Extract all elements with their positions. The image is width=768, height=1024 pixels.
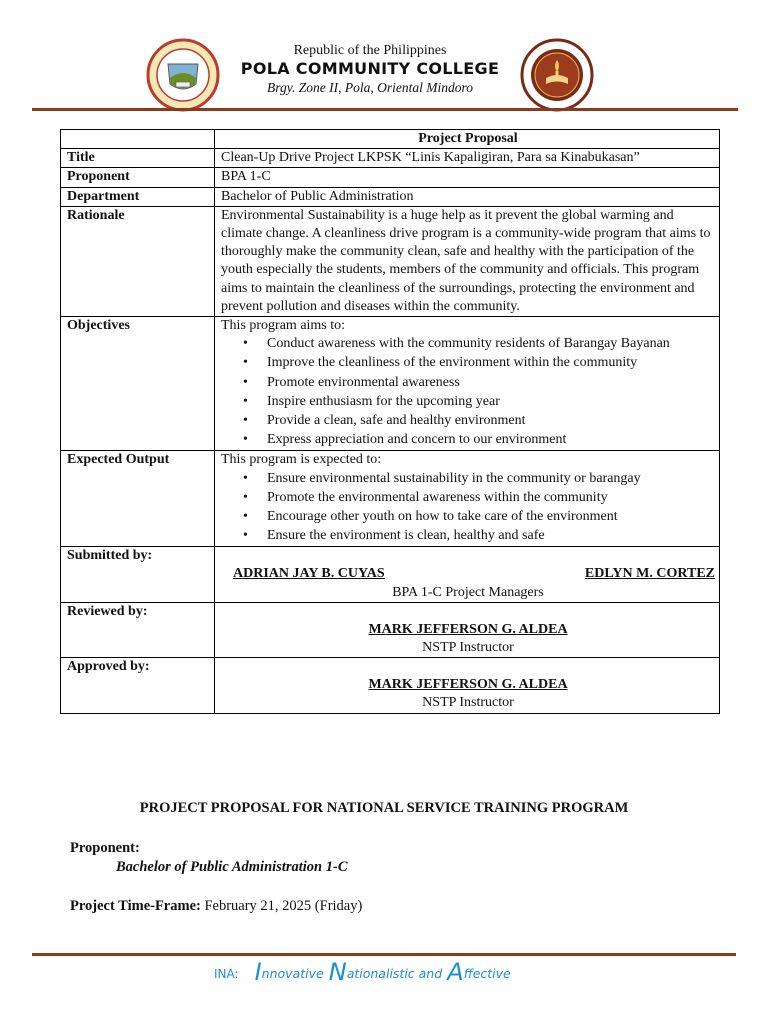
signatory-name: MARK JEFFERSON G. ALDEA (368, 677, 568, 693)
blank-cell (61, 130, 215, 149)
proponent-label: Proponent (61, 168, 215, 187)
signatory-name: EDLYN M. CORTEZ (584, 566, 715, 582)
college-address: Brgy. Zone II, Pola, Oriental Mindoro (267, 80, 473, 95)
title-label: Title (61, 149, 215, 168)
table-row (61, 149, 720, 168)
approved-by-cell (215, 658, 720, 713)
letterhead (0, 0, 768, 120)
ina-letter: A (447, 958, 464, 986)
list-item: • Express appreciation and concern to our environment (267, 431, 715, 450)
ina-motto (214, 958, 511, 986)
signatory-name: MARK JEFFERSON G. ALDEA (368, 621, 568, 637)
footer-proponent-label: Proponent: (70, 840, 140, 856)
ina-word: ationalistic and (346, 966, 443, 981)
submitted-by-cell (215, 547, 720, 602)
footer-divider (32, 953, 736, 956)
republic-line: Republic of the Philippines (293, 43, 447, 58)
footer-proponent-value: Bachelor of Public Administration 1-C (116, 859, 348, 875)
table-row (61, 317, 720, 451)
municipality-seal-logo (146, 38, 220, 112)
college-seal-logo (516, 38, 598, 112)
list-item: • Improve the cleanliness of the environment within the community (267, 354, 715, 373)
expected-list (221, 470, 715, 547)
expected-output-cell (215, 451, 720, 547)
submitted-by-label: Submitted by: (61, 547, 215, 602)
table-row (61, 602, 720, 657)
list-item: • Conduct awareness with the community residents of Barangay Bayanan (267, 335, 715, 354)
list-item: • Ensure the environment is clean, healthy and safe (267, 527, 715, 546)
college-name: POLA COMMUNITY COLLEGE (240, 59, 500, 78)
objectives-list (221, 335, 715, 450)
table-row (61, 206, 720, 316)
department-value: Bachelor of Public Administration (215, 187, 720, 206)
objectives-label: Objectives (61, 317, 215, 451)
ina-word: ffective (463, 966, 511, 981)
list-item: • Promote the environmental awareness within the community (267, 489, 715, 508)
header-divider (32, 108, 738, 111)
objectives-cell (215, 317, 720, 451)
signatory-role: NSTP Instructor (422, 640, 514, 656)
approved-by-label: Approved by: (61, 658, 215, 713)
proponent-value: BPA 1-C (215, 168, 720, 187)
objectives-intro: This program aims to: (221, 318, 346, 334)
proposal-table (60, 129, 720, 714)
table-row (61, 658, 720, 713)
table-row (61, 451, 720, 547)
list-item: • Provide a clean, safe and healthy environment (267, 412, 715, 431)
project-timeframe (70, 898, 362, 915)
table-row (61, 130, 720, 149)
reviewed-by-cell (215, 602, 720, 657)
department-label: Department (61, 187, 215, 206)
ina-tag: INA: (214, 967, 239, 981)
table-heading: Project Proposal (215, 130, 720, 149)
signatory-name: ADRIAN JAY B. CUYAS (233, 566, 385, 582)
title-value: Clean-Up Drive Project LKPSK “Linis Kapaligiran, Para sa Kinabukasan” (215, 149, 720, 168)
list-item: • Inspire enthusiasm for the upcoming year (267, 393, 715, 412)
table-row (61, 187, 720, 206)
table-row (61, 547, 720, 602)
timeframe-value: February 21, 2025 (Friday) (204, 898, 363, 914)
ina-word: nnovative (261, 966, 324, 981)
ina-letter: N (328, 958, 347, 986)
table-row (61, 168, 720, 187)
timeframe-label: Project Time-Frame: (70, 898, 201, 914)
signatory-role: BPA 1-C Project Managers (392, 584, 544, 600)
signatory-role: NSTP Instructor (422, 695, 514, 711)
expected-output-label: Expected Output (61, 451, 215, 547)
list-item: • Encourage other youth on how to take care of the environment (267, 508, 715, 527)
list-item: • Promote environmental awareness (267, 374, 715, 393)
reviewed-by-label: Reviewed by: (61, 602, 215, 657)
rationale-label: Rationale (61, 206, 215, 316)
program-caption: PROJECT PROPOSAL FOR NATIONAL SERVICE TRAINING PROGRAM (139, 800, 629, 816)
rationale-value: Environmental Sustainability is a huge help as it prevent the global warming and climate change. A cleanliness drive program is a community-wide program that aims to thoroughly make the community clean, safe and healthy with the participation of the youth especially the students, members of the community and officials. This program aims to maintain the cleanliness of the surroundings, protecting the environment and prevent pollution and diseases within the community. (215, 206, 720, 316)
ina-letter: I (254, 958, 262, 986)
expected-intro: This program is expected to: (221, 452, 382, 468)
list-item: • Ensure environmental sustainability in the community or barangay (267, 470, 715, 489)
